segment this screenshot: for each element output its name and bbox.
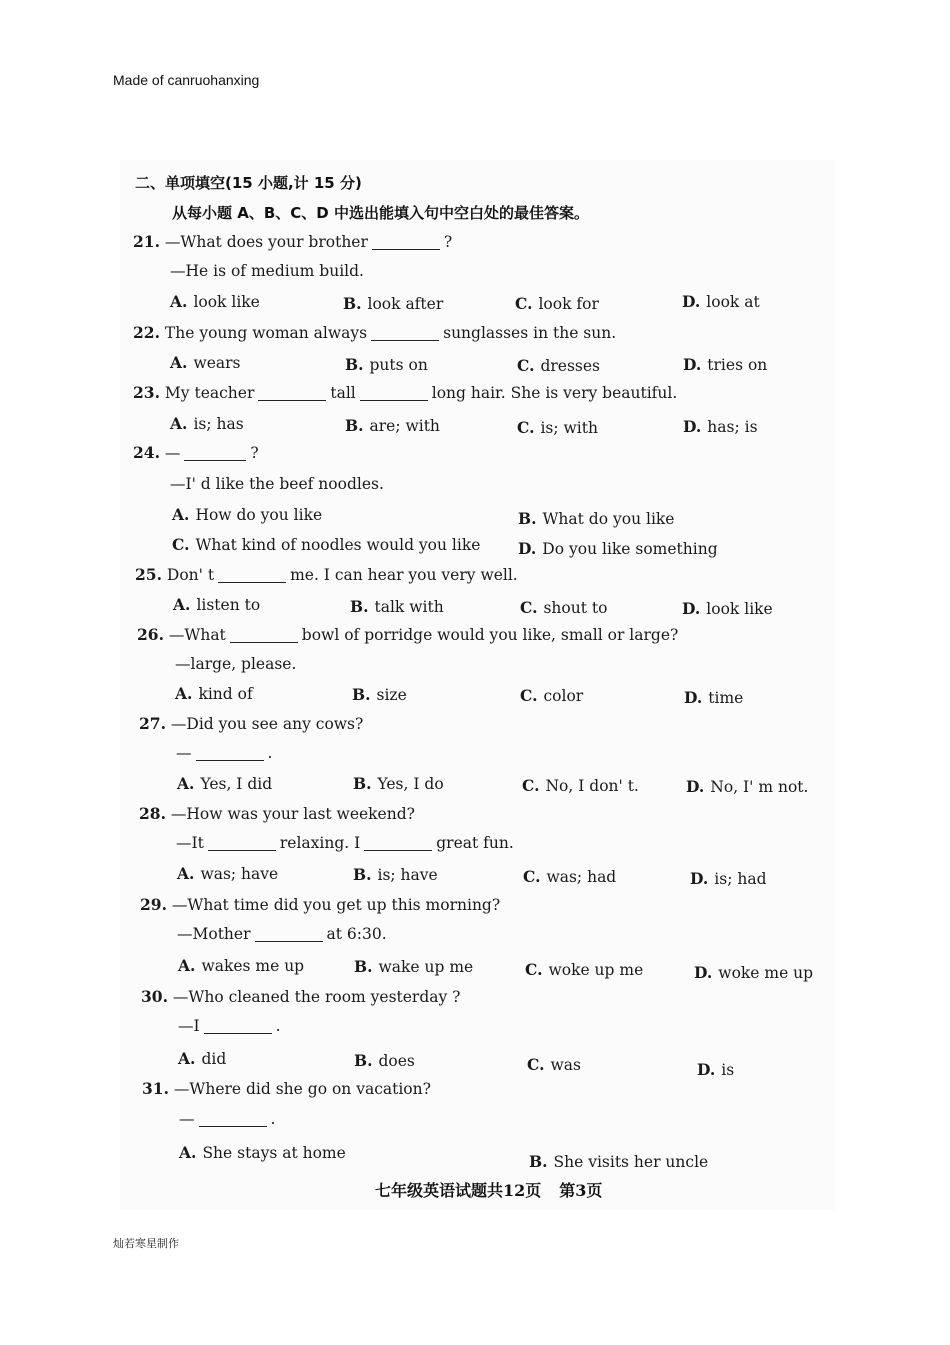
- question-text: ?: [443, 233, 453, 251]
- answer-blank: [360, 385, 428, 402]
- answer-blank: [204, 1018, 272, 1035]
- question-number: 24.: [133, 443, 160, 462]
- option-d: D. time: [684, 688, 744, 707]
- option-b: B. She visits her uncle: [529, 1152, 709, 1171]
- option-d: D. No, I' m not.: [686, 777, 809, 796]
- option-c: C. What kind of noodles would you like: [172, 535, 481, 554]
- answer-blank: [218, 567, 286, 584]
- answer-blank: [364, 835, 432, 852]
- option-b: B. look after: [343, 294, 444, 313]
- page-number: 第3页: [559, 1181, 603, 1200]
- instruction: 从每小题 A、B、C、D 中选出能填入句中空白处的最佳答案。: [172, 204, 589, 222]
- option-d: D. is; had: [690, 869, 767, 888]
- question-text: long hair. She is very beautiful.: [431, 384, 678, 402]
- question-text: —How was your last weekend?: [170, 805, 415, 823]
- question-24-reply: —I' d like the beef noodles.: [170, 475, 384, 493]
- answer-blank: [196, 745, 264, 762]
- question-30: [141, 987, 461, 1006]
- answer-blank: [199, 1111, 267, 1128]
- option-b: B. size: [352, 685, 407, 704]
- question-22: [133, 323, 616, 342]
- option-c: C. color: [520, 686, 584, 705]
- question-27-reply: — .: [176, 744, 273, 762]
- option-c: C. was: [527, 1055, 581, 1074]
- option-a: A. is; has: [170, 414, 244, 433]
- option-b: B. What do you like: [518, 509, 675, 528]
- answer-blank: [208, 835, 276, 852]
- answer-blank: [371, 325, 439, 342]
- question-text: me. I can hear you very well.: [290, 566, 518, 584]
- option-b: B. talk with: [350, 597, 444, 616]
- option-c: C. was; had: [523, 867, 617, 886]
- option-a: A. wears: [170, 353, 241, 372]
- question-text: —: [164, 444, 181, 462]
- question-31-reply: — .: [179, 1110, 276, 1128]
- answer-blank: [255, 926, 323, 943]
- question-24: [133, 443, 259, 462]
- question-text: sunglasses in the sun.: [443, 324, 617, 342]
- option-d: D. tries on: [683, 355, 768, 374]
- footer-note: 灿若寒星制作: [113, 1237, 179, 1250]
- option-a: A. did: [178, 1049, 227, 1068]
- option-a: A. wakes me up: [178, 956, 305, 975]
- question-text: The young woman always: [164, 324, 368, 342]
- question-text: —What time did you get up this morning?: [171, 896, 501, 914]
- question-27: [139, 714, 363, 733]
- page-footer: [375, 1178, 602, 1201]
- question-text: ?: [250, 444, 259, 462]
- question-26: [137, 625, 678, 644]
- option-c: C. is; with: [517, 418, 598, 437]
- question-number: 31.: [142, 1079, 169, 1098]
- question-31: [142, 1079, 431, 1098]
- answer-blank: [184, 445, 246, 462]
- question-number: 27.: [139, 714, 166, 733]
- question-number: 21.: [133, 232, 160, 251]
- option-b: B. puts on: [345, 355, 428, 374]
- question-text: —Where did she go on vacation?: [173, 1080, 431, 1098]
- option-b: B. Yes, I do: [353, 774, 444, 793]
- question-text: —What: [168, 626, 226, 644]
- question-30-reply: —I .: [178, 1017, 281, 1035]
- option-d: D. look like: [682, 599, 773, 618]
- question-number: 30.: [141, 987, 168, 1006]
- question-text: —What does your brother: [164, 233, 368, 251]
- option-c: C. shout to: [520, 598, 608, 617]
- answer-blank: [372, 234, 440, 251]
- option-a: A. kind of: [175, 684, 253, 703]
- option-a: A. She stays at home: [179, 1143, 346, 1162]
- question-number: 29.: [140, 895, 167, 914]
- option-d: D. look at: [682, 292, 760, 311]
- option-a: A. listen to: [173, 595, 261, 614]
- question-29-reply: —Mother at 6:30.: [177, 925, 387, 943]
- question-number: 23.: [133, 383, 160, 402]
- question-number: 25.: [135, 565, 162, 584]
- question-28-reply: —It relaxing. I great fun.: [176, 834, 514, 852]
- option-b: B. does: [354, 1051, 415, 1070]
- option-c: C. look for: [515, 294, 599, 313]
- option-a: A. look like: [170, 292, 260, 311]
- answer-blank: [230, 627, 298, 644]
- option-d: D. Do you like something: [518, 539, 718, 558]
- option-a: A. Yes, I did: [177, 774, 273, 793]
- option-d: D. woke me up: [694, 963, 814, 982]
- question-23: [133, 383, 677, 402]
- question-text: Don' t: [166, 566, 215, 584]
- question-28: [139, 804, 415, 823]
- question-25: [135, 565, 518, 584]
- question-26-reply: —large, please.: [175, 655, 297, 673]
- question-text: —Did you see any cows?: [170, 715, 364, 733]
- question-text: —Who cleaned the room yesterday ?: [172, 988, 461, 1006]
- question-text: tall: [330, 384, 356, 402]
- question-29: [140, 895, 500, 914]
- page-total: 七年级英语试题共12页: [375, 1181, 542, 1200]
- option-c: C. woke up me: [525, 960, 644, 979]
- question-text: My teacher: [164, 384, 255, 402]
- option-d: D. is: [697, 1060, 735, 1079]
- section-title: 二、单项填空(15 小题,计 15 分): [135, 174, 362, 192]
- question-21-reply: —He is of medium build.: [170, 262, 364, 280]
- option-b: B. is; have: [353, 865, 438, 884]
- option-b: B. wake up me: [354, 957, 474, 976]
- option-d: D. has; is: [683, 417, 758, 436]
- question-21: [133, 232, 452, 251]
- question-text: bowl of porridge would you like, small or large?: [301, 626, 679, 644]
- header-note: Made of canruohanxing: [113, 72, 260, 88]
- answer-blank: [258, 385, 326, 402]
- question-number: 26.: [137, 625, 164, 644]
- option-b: B. are; with: [345, 416, 440, 435]
- option-c: C. No, I don' t.: [522, 776, 639, 795]
- option-a: A. was; have: [177, 864, 279, 883]
- option-a: A. How do you like: [172, 505, 323, 524]
- question-number: 22.: [133, 323, 160, 342]
- question-number: 28.: [139, 804, 166, 823]
- option-c: C. dresses: [517, 356, 601, 375]
